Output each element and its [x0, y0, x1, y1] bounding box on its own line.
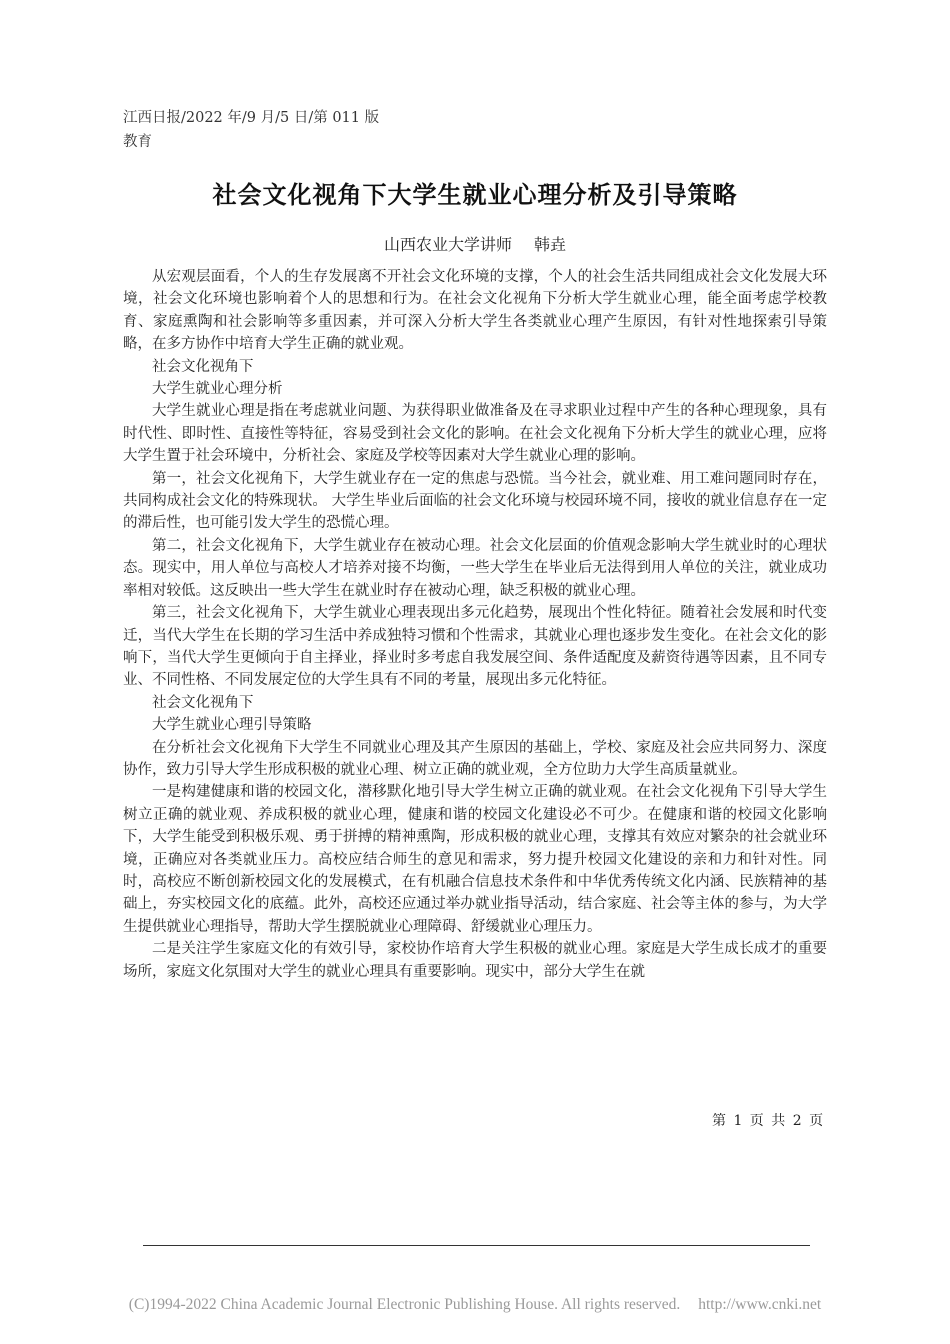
author-name: 韩垚: [534, 235, 567, 254]
footer: [0, 1296, 950, 1314]
page-indicator: 第 1 页 共 2 页: [712, 1113, 824, 1129]
section-heading: 社会文化视角下: [152, 694, 254, 711]
paragraph: 第二，社会文化视角下，大学生就业存在被动心理。社会文化层面的价值观念影响大学生就业时的心理状态。现实中，用人单位与高校人才培养对接不均衡，一些大学生在毕业后无法得到用人单位的关注，就业成功率相对较低。这反映出一些大学生在就业时存在被动心理，缺乏积极的就业心理。: [123, 537, 827, 599]
footer-divider: [143, 1245, 810, 1246]
paragraph: 一是构建健康和谐的校园文化，潜移默化地引导大学生树立正确的就业观。在社会文化视角下引导大学生树立正确的就业观、养成积极的就业心理，健康和谐的校园文化建设必不可少。在健康和谐的校园文化影响下，大学生能受到积极乐观、勇于拼搏的精神熏陶，形成积极的就业心理，支撑其有效应对繁杂的社会就业环境，正确应对各类就业压力。高校应结合师生的意见和需求，努力提升校园文化建设的亲和力和针对性。同时，高校应不断创新校园文化的发展模式，在有机融合信息技术条件和中华优秀传统文化内涵、民族精神的基础上，夯实校园文化的底蕴。此外，高校还应通过举办就业指导活动，结合家庭、社会等主体的参与，为大学生提供就业心理指导，帮助大学生摆脱就业心理障碍、舒缓就业心理压力。: [123, 784, 827, 935]
copyright-notice: (C)1994-2022 China Academic Journal Electronic Publishing House. All rights reserved.: [128, 1296, 681, 1313]
paragraph: 从宏观层面看，个人的生存发展离不开社会文化环境的支撑，个人的社会生活共同组成社会文化发展大环境，社会文化环境也影响着个人的思想和行为。在社会文化视角下分析大学生就业心理，能全面考虑学校教育、家庭熏陶和社会影响等多重因素，并可深入分析大学生各类就业心理产生原因，有针对性地探索引导策略，在多方协作中培育大学生正确的就业观。: [123, 269, 827, 353]
paragraph: 二是关注学生家庭文化的有效引导，家校协作培育大学生积极的就业心理。家庭是大学生成长成才的重要场所，家庭文化氛围对大学生的就业心理具有重要影响。现实中，部分大学生在就: [123, 941, 827, 980]
source-line: 江西日报/2022 年/9 月/5 日/第 011 版教育: [123, 110, 380, 150]
article-title: 社会文化视角下大学生就业心理分析及引导策略: [212, 181, 738, 209]
footer-url: http://www.cnki.net: [698, 1296, 822, 1313]
section-heading: 社会文化视角下: [152, 358, 254, 375]
article-body: [123, 266, 827, 983]
paragraph: 第三，社会文化视角下，大学生就业心理表现出多元化趋势，展现出个性化特征。随着社会发展和时代变迁，当代大学生在长期的学习生活中养成独特习惯和个性需求，其就业心理也逐步发生变化。在社会文化的影响下，当代大学生更倾向于自主择业，择业时多考虑自我发展空间、条件适配度及薪资待遇等因素，且不同专业、不同性格、不同发展定位的大学生具有不同的考量，展现出多元化特征。: [123, 605, 827, 689]
author-line: [0, 232, 950, 255]
paragraph: 大学生就业心理是指在考虑就业问题、为获得职业做准备及在寻求职业过程中产生的各种心理现象，具有时代性、即时性、直接性等特征，容易受到社会文化的影响。在社会文化视角下分析大学生的就业心理，应将大学生置于社会环境中，分析社会、家庭及学校等因素对大学生就业心理的影响。: [123, 403, 827, 465]
paragraph: 在分析社会文化视角下大学生不同就业心理及其产生原因的基础上，学校、家庭及社会应共同努力、深度协作，致力引导大学生形成积极的就业心理、树立正确的就业观，全方位助力大学生高质量就业。: [123, 739, 827, 778]
section-heading: 大学生就业心理分析: [152, 381, 283, 398]
section-heading: 大学生就业心理引导策略: [152, 717, 312, 734]
author-affiliation: 山西农业大学讲师: [383, 235, 512, 254]
paragraph: 第一，社会文化视角下，大学生就业存在一定的焦虑与恐慌。当今社会，就业难、用工难问题同时存在， 共同构成社会文化的特殊现状。 大学生毕业后面临的社会文化环境与校园环境不同，接收的就业信息存在一定的滞后性，也可能引发大学生的恐慌心理。: [123, 470, 827, 532]
